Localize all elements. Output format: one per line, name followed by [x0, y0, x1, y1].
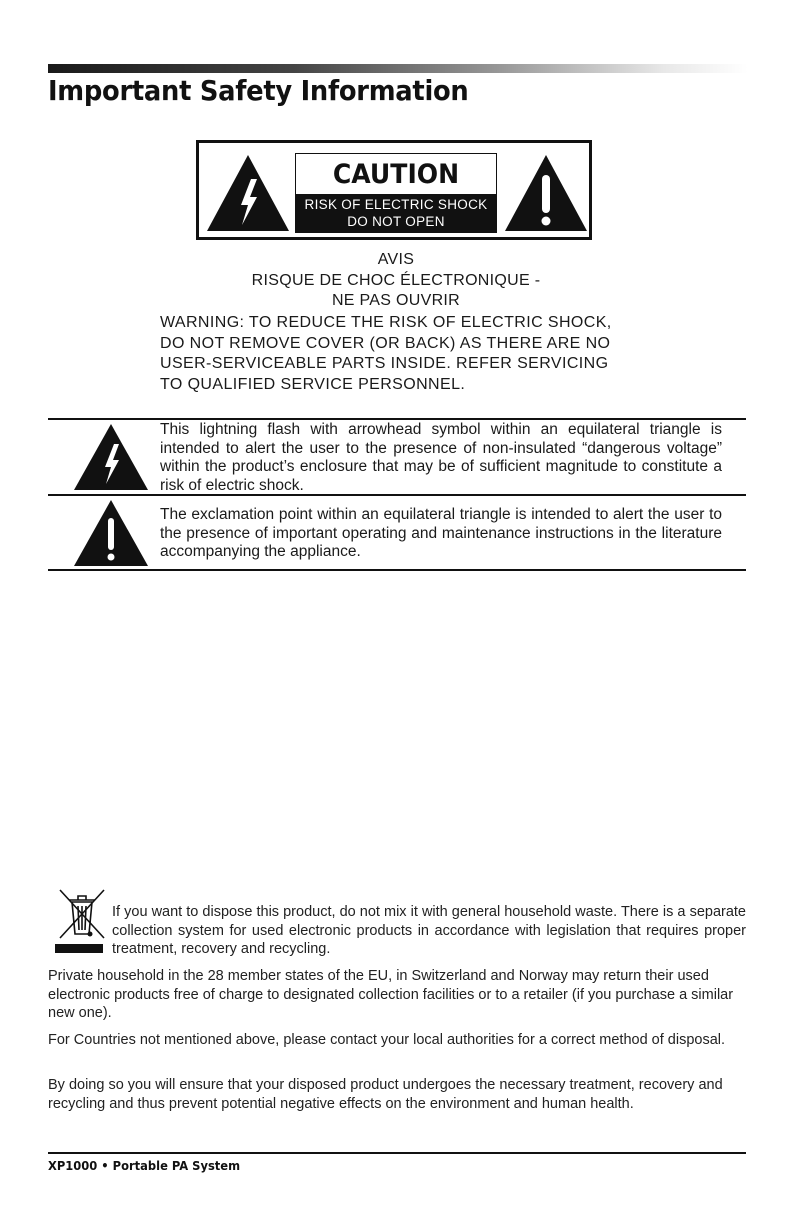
french-line-3: NE PAS OUVRIR — [331, 292, 461, 309]
header-gradient-bar — [48, 64, 748, 73]
french-line-2: RISQUE DE CHOC ÉLECTRONIQUE - — [251, 271, 541, 289]
other-countries-text: For Countries not mentioned above, please contact your local authorities for a correct method of disposal. — [48, 1032, 726, 1048]
divider — [48, 494, 746, 496]
weee-disposal-text: If you want to dispose this product, do not mix it with general household waste. There is a separate collection system for used electronic products in accordance with legislation that requires proper treatment, recovery and recycling. — [112, 904, 746, 957]
page-footer: XP1000 • Portable PA System — [48, 1158, 241, 1173]
warning-line-1: WARNING: TO REDUCE THE RISK OF ELECTRIC SHOCK, — [160, 314, 612, 331]
warning-text — [160, 313, 640, 395]
weee-bar — [55, 944, 103, 953]
caution-subtext — [296, 194, 496, 232]
lightning-symbol-description: This lightning flash with arrowhead symbol within an equilateral triangle is intended to alert the user to the presence of non-insulated “dangerous voltage” within the product’s enclosure that may be of sufficient magnitude to constitute a risk of electric shock. — [160, 421, 722, 494]
disposal-benefit-text: By doing so you will ensure that your disposed product undergoes the necessary treatment, recovery and recycling and thus prevent potential negative effects on the environment and human health. — [48, 1077, 723, 1112]
private-household-text: Private household in the 28 member states of the EU, in Switzerland and Norway may return their used electronic products free of charge to designated collection facilities or to a retailer (if you purchase a similar new one). — [48, 968, 734, 1021]
crossed-bin-icon — [56, 886, 108, 942]
page-title: Important Safety Information — [48, 74, 469, 107]
warning-line-3: USER-SERVICEABLE PARTS INSIDE. REFER SERVICING — [160, 355, 609, 372]
exclamation-triangle-icon — [72, 498, 150, 568]
caution-center-panel — [295, 153, 497, 233]
lightning-triangle-icon — [72, 422, 150, 492]
warning-line-2: DO NOT REMOVE COVER (OR BACK) AS THERE ARE NO — [160, 334, 611, 352]
exclamation-triangle-icon — [503, 153, 589, 233]
french-notice — [0, 250, 792, 312]
warning-line-4: TO QUALIFIED SERVICE PERSONNEL. — [160, 375, 466, 393]
divider — [48, 569, 746, 571]
caution-label — [196, 140, 592, 240]
caution-word: CAUTION — [332, 159, 460, 190]
divider — [48, 418, 746, 420]
exclamation-symbol-description: The exclamation point within an equilateral triangle is intended to alert the user to the presence of important operating and maintenance instructions in the literature accompanying the appliance. — [160, 506, 722, 560]
caution-line-1: RISK OF ELECTRIC SHOCK — [304, 197, 488, 212]
french-line-1: AVIS — [377, 251, 415, 268]
lightning-triangle-icon — [205, 153, 291, 233]
caution-line-2: DO NOT OPEN — [347, 214, 445, 229]
footer-divider — [48, 1152, 746, 1154]
